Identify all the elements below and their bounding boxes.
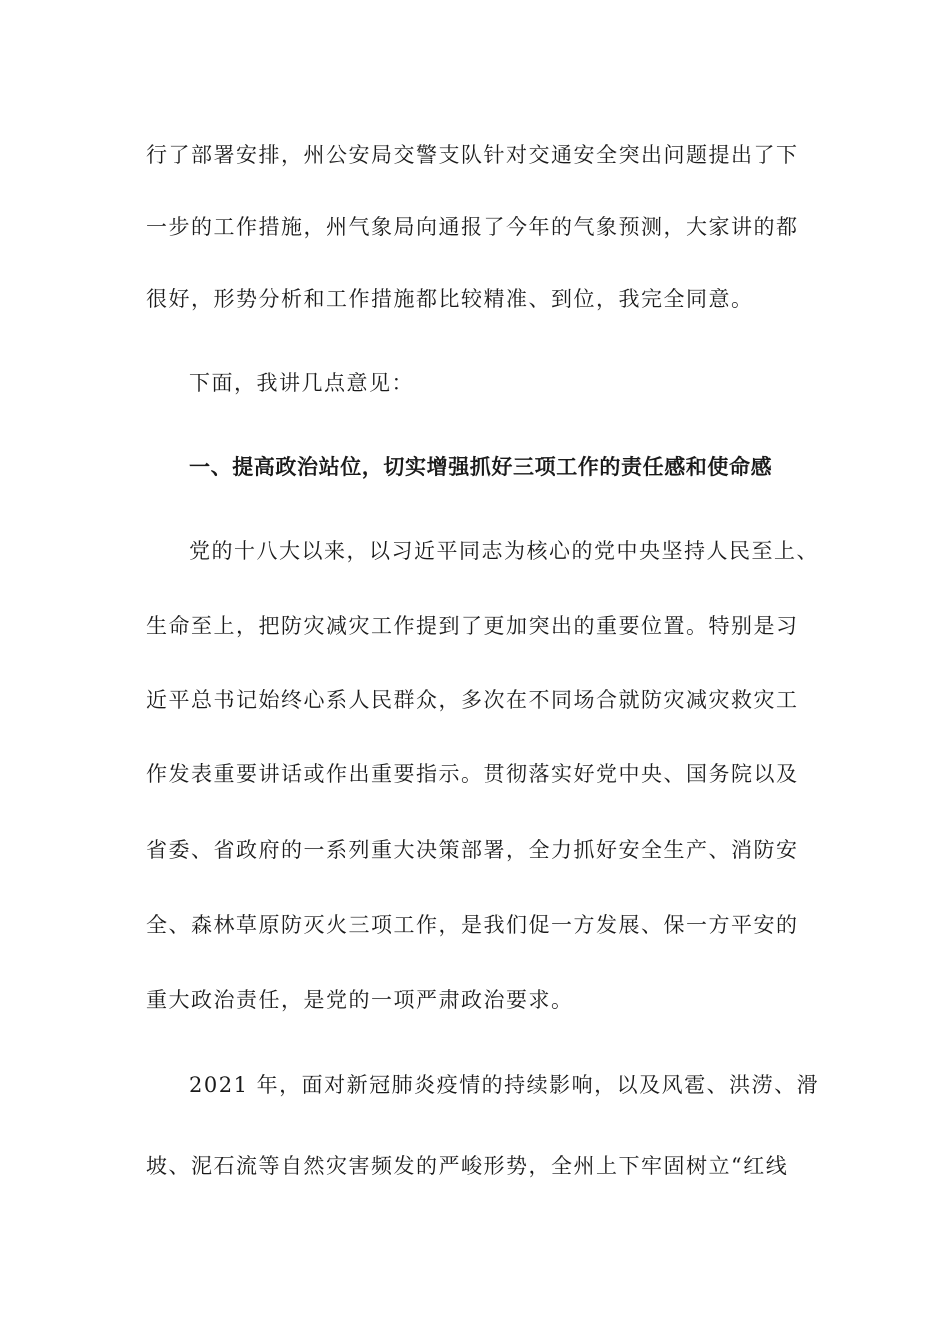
paragraph-line: 很好，形势分析和工作措施都比较精准、到位，我完全同意。: [146, 287, 754, 311]
paragraph-line: 2021 年，面对新冠肺炎疫情的持续影响，以及风雹、洪涝、滑: [189, 1073, 820, 1097]
paragraph-line: 坡、泥石流等自然灾害频发的严峻形势，全州上下牢固树立“红线: [146, 1154, 789, 1178]
section-heading: 一、提高政治站位，切实增强抓好三项工作的责任感和使命感: [189, 454, 773, 479]
paragraph-line: 作发表重要讲话或作出重要指示。贯彻落实好党中央、国务院以及: [146, 762, 799, 786]
paragraph-line: 行了部署安排，州公安局交警支队针对交通安全突出问题提出了下: [146, 143, 799, 167]
paragraph-line: 一步的工作措施，州气象局向通报了今年的气象预测，大家讲的都: [146, 215, 799, 239]
paragraph-line: 省委、省政府的一系列重大决策部署，全力抓好安全生产、消防安: [146, 838, 799, 862]
paragraph-line: 近平总书记始终心系人民群众，多次在不同场合就防灾减灾救灾工: [146, 688, 799, 712]
paragraph-line: 重大政治责任，是党的一项严肃政治要求。: [146, 988, 574, 1012]
paragraph-line: 生命至上，把防灾减灾工作提到了更加突出的重要位置。特别是习: [146, 614, 799, 638]
paragraph-line: 党的十八大以来，以习近平同志为核心的党中央坚持人民至上、: [189, 539, 819, 563]
paragraph-line: 全、森林草原防灭火三项工作，是我们促一方发展、保一方平安的: [146, 913, 799, 937]
paragraph-line: 下面，我讲几点意见：: [189, 371, 414, 395]
